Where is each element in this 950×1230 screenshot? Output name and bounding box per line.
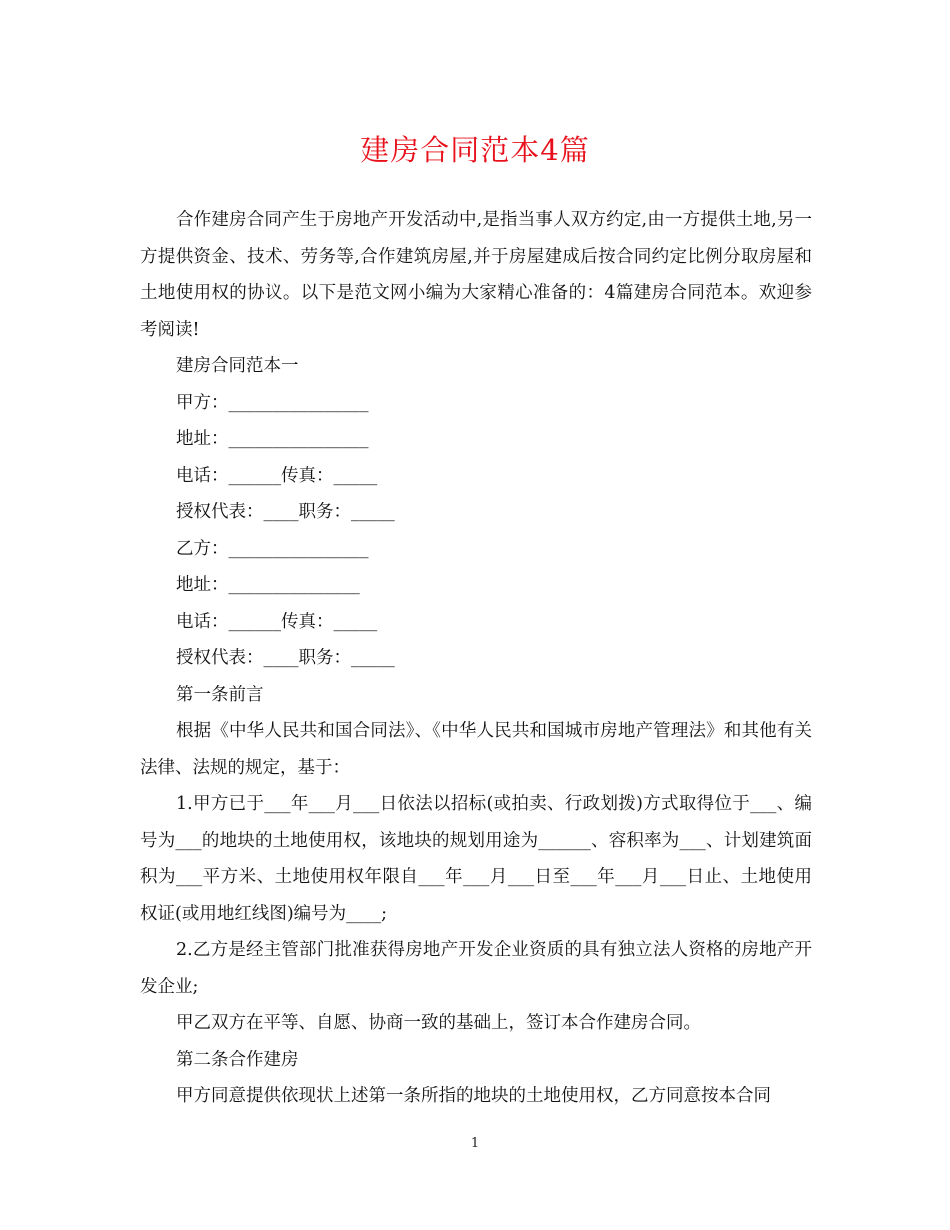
article-1-agreement: 甲乙双方在平等、自愿、协商一致的基础上，签订本合作建房合同。 — [176, 1013, 701, 1033]
article-1-basis: 根据《中华人民共和国合同法》、《中华人民共和国城市房地产管理法》和其他有关法律、法规的规定，基于： — [140, 721, 812, 778]
page-number: 1 — [470, 1136, 480, 1151]
article-1-item-1: 1.甲方已于___年___月___日依法以招标(或拍卖、行政划拨)方式取得位于___、编号为___的地块的土地使用权，该地块的规划用途为______、容积率为___、计划建筑面积为___平方米、土地使用权年限自___年___月___日至___年___月___日止、土地使用权证(或用地红线图)编号为____; — [140, 794, 812, 924]
document-title: 建房合同范本4篇 — [360, 133, 590, 167]
party-b-representative: 授权代表：____职务：_____ — [176, 648, 395, 668]
party-a-name: 甲方：________________ — [176, 392, 369, 413]
intro-paragraph: 合作建房合同产生于房地产开发活动中,是指当事人双方约定,由一方提供土地,另一方提供资金、技术、劳务等,合作建筑房屋,并于房屋建成后按合同约定比例分取房屋和土地使用权的协议。以下是范文网小编为大家精心准备的：4篇建房合同范本。欢迎参考阅读! — [140, 210, 812, 340]
party-a-address: 地址：________________ — [176, 429, 369, 449]
article-2-text: 甲方同意提供依现状上述第一条所指的地块的土地使用权，乙方同意按本合同 — [176, 1086, 771, 1106]
article-2-heading: 第二条合作建房 — [176, 1049, 299, 1070]
party-b-name: 乙方：________________ — [176, 538, 369, 559]
article-1-heading: 第一条前言 — [176, 684, 264, 705]
document-body — [140, 202, 812, 1115]
article-1-item-2: 2.乙方是经主管部门批准获得房地产开发企业资质的具有独立法人资格的房地产开发企业; — [140, 940, 812, 997]
party-a-representative: 授权代表：____职务：_____ — [176, 502, 395, 522]
party-b-address: 地址：_______________ — [176, 575, 360, 595]
party-a-phone-fax: 电话：______传真：_____ — [176, 465, 378, 486]
party-b-phone-fax: 电话：______传真：_____ — [176, 611, 378, 632]
section-heading: 建房合同范本一 — [176, 356, 299, 376]
